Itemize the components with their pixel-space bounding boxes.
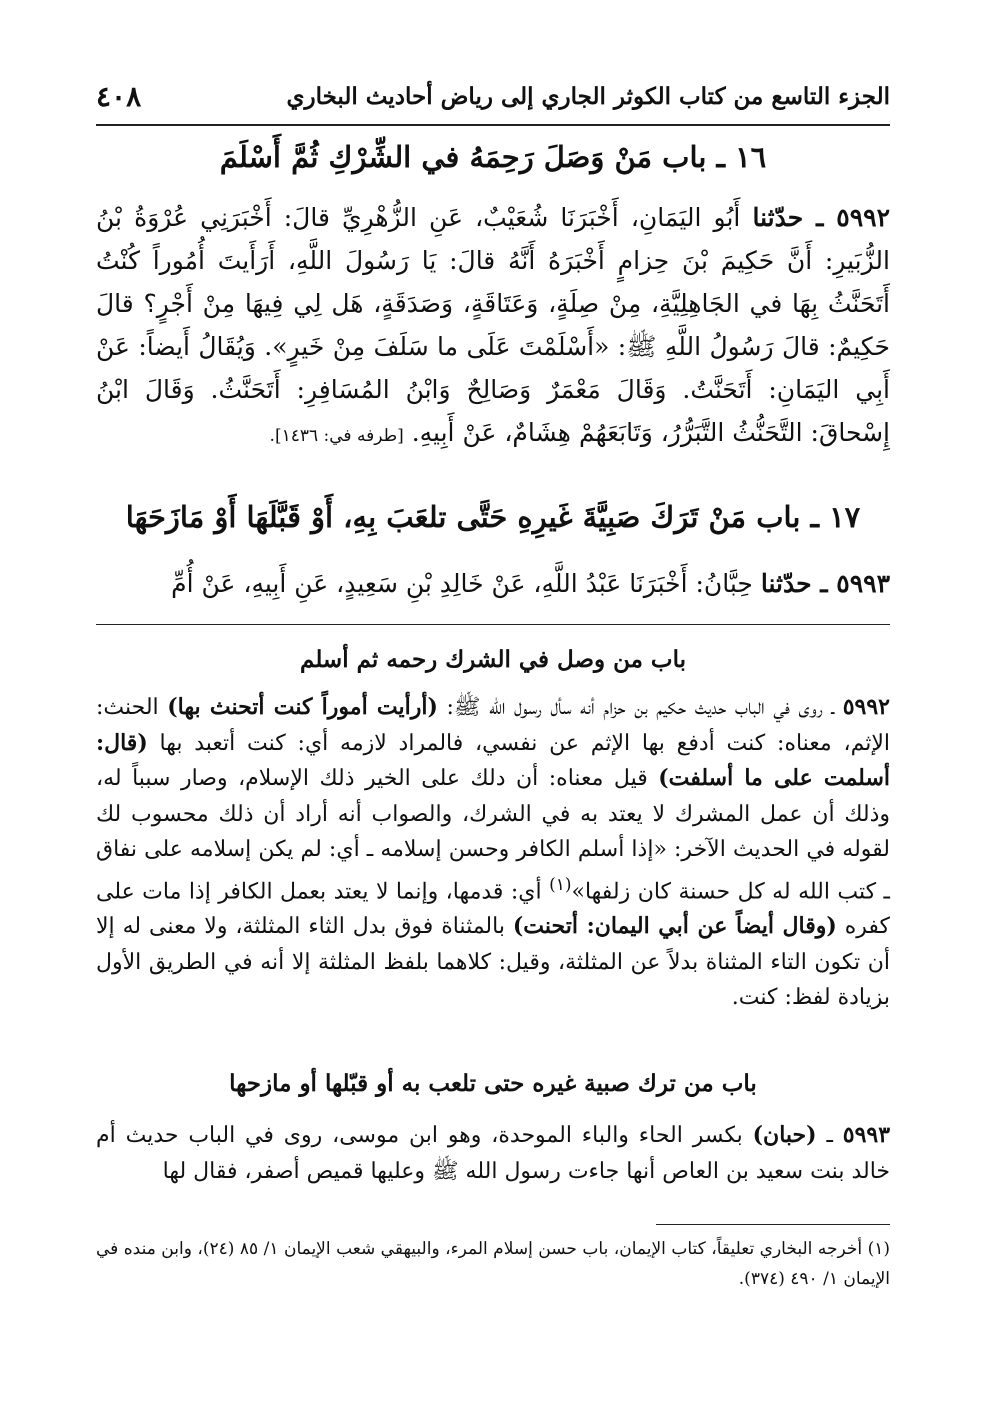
commentary-5993 xyxy=(96,1118,890,1189)
hadith-5993-number: ٥٩٩٣ ـ حدّثنا xyxy=(760,569,890,598)
hadith-5992-text: أَبُو اليَمَانِ، أَخْبَرَنَا شُعَيْبٌ، عَنِ الزُّهْرِيِّ قالَ: أَخْبَرَنِي عُرْوَةُ بْنُ الزُّبَيرِ: أَنَّ حَكِيمَ بْنَ حِزامٍ أَخْبَرَهُ أَنَّهُ قالَ: يَا رَسُولَ اللَّهِ، أَرَأَيتَ أُمُوراً كُنْتُ أَتَحَنَّثُ بِهَا في الجَاهِلِيَّةِ، مِنْ صِلَةٍ، وَعَتَاقَةٍ، وَصَدَقَةٍ، هَل لِي فِيهَا مِنْ أَجْرٍ؟ قالَ حَكِيمٌ: قالَ رَسُولُ اللَّهِ ﷺ: «أَسْلَمْتَ عَلَى ما سَلَفَ مِنْ خَيرٍ». وَيُقَالُ أَيضاً: عَنْ أَبِي اليَمَانِ: أَتَحَنَّتُ. وَقَالَ مَعْمَرٌ وَصَالِحٌ وَابْنُ المُسَافِرِ: أَتَحَنَّثُ. وَقَالَ ابْنُ إِسْحاقَ: التَّحَنُّثُ التَّبَرُّرُ، وَتَابَعَهُمْ هِشَامٌ، عَنْ أَبِيهِ. xyxy=(96,203,890,447)
commentary-5993-text: بكسر الحاء والباء الموحدة، وهو ابن موسى، روى في الباب حديث أم خالد بنت سعيد بن العاص أنها جاءت رسول الله ﷺ وعليها قميص أصفر، فقال لها xyxy=(96,1123,890,1184)
commentary-5992-number: ٥٩٩٢ xyxy=(842,694,890,720)
commentary-heading-1: باب من وصل في الشرك رحمه ثم أسلم xyxy=(300,646,686,673)
hadith-5993-text: حِبَّانُ: أَخْبَرَنَا عَبْدُ اللَّهِ، عَنْ خَالِدِ بْنِ سَعِيدٍ، عَنِ أَبِيهِ، عَنْ أُمِّ xyxy=(171,569,753,598)
commentary-5992-quote-2: (قال: أسلمت على ما أسلفت) xyxy=(96,729,890,791)
footnote-text: أخرجه البخاري تعليقاً، كتاب الإيمان، باب حسن إسلام المرء، والبيهقي شعب الإيمان ١/ ٨٥ (٢٤)، وابن منده في الإيمان ١/ ٤٩٠ (٣٧٤). xyxy=(96,1239,890,1289)
header-rule xyxy=(96,124,890,126)
section-divider xyxy=(96,624,890,625)
running-header xyxy=(96,72,890,120)
chapter-16-title: ١٦ ـ باب مَنْ وَصَلَ رَحِمَهُ في الشِّرْكِ ثُمَّ أَسْلَمَ xyxy=(219,140,767,174)
footnote-rule xyxy=(656,1224,890,1225)
commentary-heading-2: باب من ترك صبية غيره حتى تلعب به أو قبّلها أو مازحها xyxy=(229,1070,757,1097)
commentary-5992 xyxy=(96,690,890,1016)
commentary-5992-text-c: قيل معناه: أن دلك على الخير ذلك الإسلام، وصار سبباً له، وذلك أن عمل المشرك لا يعتد به في الشرك، والصواب أنه أراد أن ذلك محسوب لك لقوله في الحديث الآخر: «إذا أسلم الكافر وحسن إسلامه ـ أي: لم يكن إسلامه على نفاق ـ كتب الله له كل حسنة كان زلفها» xyxy=(96,766,890,904)
hadith-5992-number: ٥٩٩٢ ـ حدّثنا xyxy=(752,203,890,232)
footnote-marker: (١) xyxy=(867,1239,890,1259)
hadith-5992-reference: [طرفه في: ١٤٣٦]. xyxy=(269,426,404,446)
commentary-5993-quote-1: (حبان) xyxy=(752,1122,817,1148)
commentary-5992-text-a: ـ روى في الباب حديث حكيم بن حزام أنه سأل رسول الله ﷺ: xyxy=(446,695,835,720)
hadith-5992 xyxy=(96,196,890,458)
commentary-5992-quote-1: (أرأيت أموراً كنت أتحنث بها) xyxy=(167,694,438,720)
page-number: ٤٠٨ xyxy=(96,79,142,113)
commentary-5992-text-d: أي: قدمها، وإنما لا يعتد بعمل الكافر إذا مات على كفره xyxy=(96,878,891,940)
commentary-5992-quote-3: (وقال أيضاً عن أبي اليمان: أتحنت) xyxy=(512,913,837,940)
footnote-reference[interactable]: (١) xyxy=(549,874,572,895)
commentary-5992-text-e: بالمثناة فوق بدل الثاء المثلثة، ولا معنى له إلا أن تكون التاء المثناة بدلاً عن المثلثة، وقيل: كلاهما بلفظ المثلثة إلا أنه في الطريق الأول بزيادة لفظ: كنت. xyxy=(96,914,890,1011)
commentary-5993-dash: ـ xyxy=(826,1123,833,1148)
hadith-5993 xyxy=(96,562,890,605)
commentary-5993-number: ٥٩٩٣ xyxy=(842,1122,891,1148)
footnote-1 xyxy=(96,1234,890,1294)
chapter-17-title: ١٧ ـ باب مَنْ تَرَكَ صَبِيَّةَ غَيرِهِ حَتَّى تلعَبَ بِهِ، أَوْ قَبَّلَهَا أَوْ مَازَحَهَا xyxy=(125,500,861,534)
commentary-5992-text-b: الحنث: الإثم، معناه: كنت أدفع بها الإثم عن نفسي، فالمراد لازمه أي: كنت أتعبد بها xyxy=(96,695,890,756)
running-title: الجزء التاسع من كتاب الكوثر الجاري إلى رياض أحاديث البخاري xyxy=(286,82,890,110)
